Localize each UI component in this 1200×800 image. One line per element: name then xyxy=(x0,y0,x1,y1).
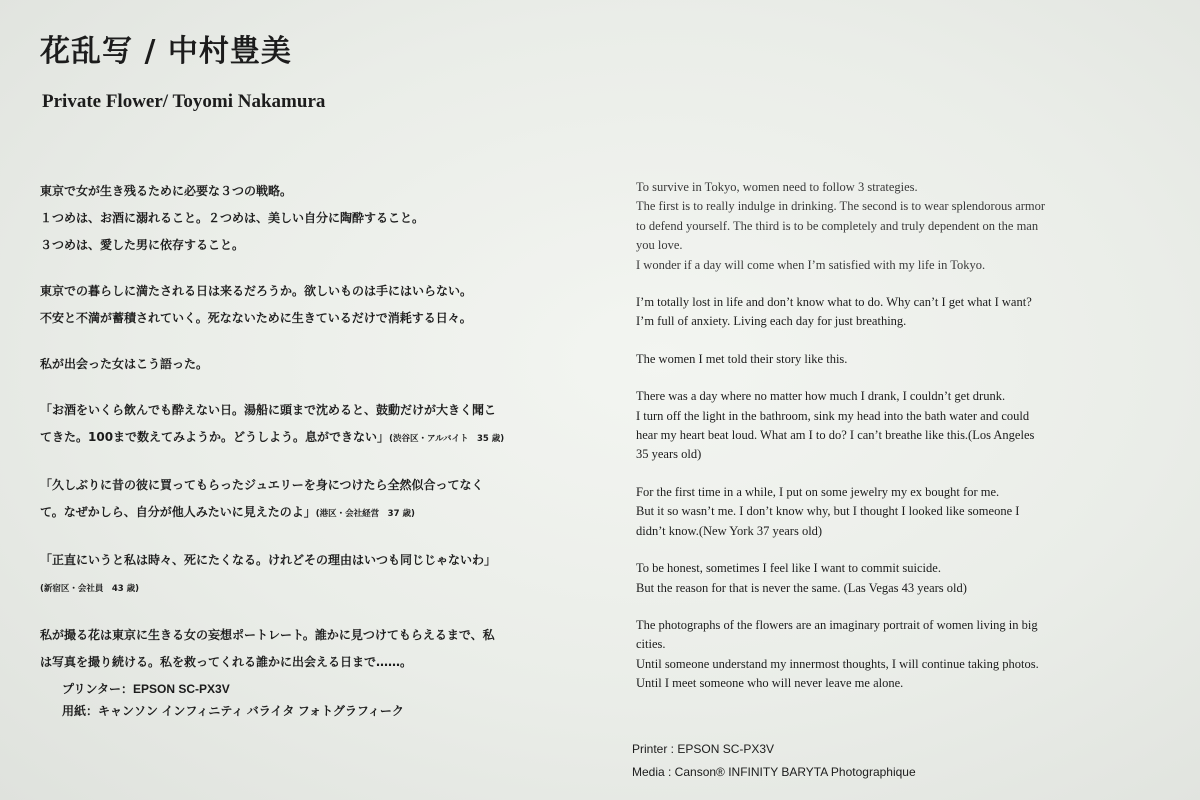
en-line: Until I meet someone who will never leave me alone. xyxy=(636,676,904,691)
en-line: to defend yourself. The third is to be completely and truly dependent on the man xyxy=(636,218,1039,233)
print-specs-english xyxy=(632,738,916,784)
ja-line-text: は写真を撮り続ける。私を救ってくれる誰かに出会える日まで……。 xyxy=(40,655,413,669)
en-paragraph xyxy=(636,178,1176,275)
en-line: But it so wasn’t me. I don’t know why, but I thought I looked like someone I xyxy=(636,504,1020,519)
ja-line-text: 「正直にいうと私は時々、死にたくなる。けれどその理由はいつも同じじゃないわ」 xyxy=(40,553,497,567)
en-paragraph xyxy=(636,483,1176,541)
en-paragraph xyxy=(636,293,1176,332)
en-line: cities. xyxy=(636,637,666,652)
en-paragraph xyxy=(636,350,1176,369)
ja-line xyxy=(40,547,600,574)
ja-line-text: 私が出会った女はこう語った。 xyxy=(40,357,209,371)
ja-line xyxy=(40,278,600,305)
en-line: To survive in Tokyo, women need to follow 3 strategies. xyxy=(636,180,918,194)
ja-line xyxy=(40,574,600,603)
ja-line-text: １つめは、お酒に溺れること。２つめは、美しい自分に陶酔すること。 xyxy=(40,211,425,225)
japanese-statement xyxy=(40,178,600,695)
printer-spec-en: Printer : EPSON SC-PX3V xyxy=(632,742,775,756)
ja-line xyxy=(40,178,600,205)
en-line: But the reason for that is never the same. (Las Vegas 43 years old) xyxy=(636,580,967,595)
en-line: The women I met told their story like this. xyxy=(636,351,848,366)
ja-line-text: 不安と不満が蓄積されていく。死なないために生きているだけで消耗する日々。 xyxy=(40,311,472,325)
ja-line xyxy=(40,424,600,453)
en-line: you love. xyxy=(636,238,683,253)
en-line: I’m full of anxiety. Living each day for just breathing. xyxy=(636,314,907,329)
en-line: There was a day where no matter how much I drank, I couldn’t get drunk. xyxy=(636,389,1006,404)
ja-line-text: 東京での暮らしに満たされる日は来るだろうか。欲しいものは手にはいらない。 xyxy=(40,284,473,298)
english-statement xyxy=(636,178,1176,712)
ja-line-text: 私が撮る花は東京に生きる女の妄想ポートレート。誰かに見つけてもらえるまで、私 xyxy=(40,628,495,642)
ja-paragraph xyxy=(40,397,600,453)
title-english: Private Flower/ Toyomi Nakamura xyxy=(42,91,326,112)
en-line: I turn off the light in the bathroom, sink my head into the bath water and could xyxy=(636,408,1030,423)
ja-line-text: ３つめは、愛した男に依存すること。 xyxy=(40,238,245,252)
ja-paragraph xyxy=(40,622,600,676)
ja-line xyxy=(40,305,600,332)
en-paragraph xyxy=(636,616,1176,694)
speaker-attribution: (新宿区・会社員 43 歳) xyxy=(40,584,140,594)
en-paragraph xyxy=(636,387,1176,465)
en-paragraph xyxy=(636,559,1176,598)
ja-line-text: てきた。100まで数えてみようか。どうしよう。息ができない」 xyxy=(40,430,390,444)
ja-line-text: 「久しぶりに昔の彼に買ってもらったジュエリーを身につけたら全然似合ってなく xyxy=(40,478,484,492)
ja-paragraph xyxy=(40,351,600,378)
ja-line xyxy=(40,649,600,676)
en-line: didn’t know.(New York 37 years old) xyxy=(636,523,823,538)
media-spec-ja: 用紙：キャンソン インフィニティ バライタ フォトグラフィーク xyxy=(62,704,404,718)
ja-line-text: 東京で女が生き残るために必要な３つの戦略。 xyxy=(40,184,293,198)
ja-line xyxy=(40,232,600,259)
media-spec-en: Media : Canson® INFINITY BARYTA Photographique xyxy=(632,765,916,779)
ja-paragraph xyxy=(40,178,600,259)
ja-line xyxy=(40,397,600,424)
en-line: Until someone understand my innermost thoughts, I will continue taking photos. xyxy=(636,656,1039,671)
print-specs-japanese xyxy=(62,678,404,722)
en-line: The first is to really indulge in drinking. The second is to wear splendorous armor xyxy=(636,199,1046,214)
ja-line xyxy=(40,499,600,528)
en-line: To be honest, sometimes I feel like I want to commit suicide. xyxy=(636,561,941,576)
ja-paragraph xyxy=(40,547,600,603)
en-line: hear my heart beat loud. What am I to do? I can’t breathe like this.(Los Angeles xyxy=(636,428,1035,443)
ja-line xyxy=(40,205,600,232)
ja-paragraph xyxy=(40,472,600,528)
speaker-attribution: (渋谷区・アルバイト 35 歳) xyxy=(389,434,505,444)
speaker-attribution: (港区・会社経営 37 歳) xyxy=(315,509,415,519)
ja-paragraph xyxy=(40,278,600,332)
ja-line xyxy=(40,622,600,649)
en-line: The photographs of the flowers are an imaginary portrait of women living in big xyxy=(636,617,1038,632)
en-line: I’m totally lost in life and don’t know what to do. Why can’t I get what I want? xyxy=(636,295,1032,310)
printer-spec-ja: プリンター：EPSON SC-PX3V xyxy=(62,682,230,696)
en-line: I wonder if a day will come when I’m satisfied with my life in Tokyo. xyxy=(636,257,986,272)
en-line: For the first time in a while, I put on some jewelry my ex bought for me. xyxy=(636,484,1000,499)
ja-line xyxy=(40,472,600,499)
ja-line-text: て。なぜかしら、自分が他人みたいに見えたのよ」 xyxy=(40,505,316,519)
title-japanese: 花乱写 / 中村豊美 xyxy=(40,34,292,69)
ja-line-text: 「お酒をいくら飲んでも酔えない日。湯船に頭まで沈めると、鼓動だけが大きく聞こ xyxy=(40,403,497,417)
en-line: 35 years old) xyxy=(636,447,702,462)
ja-line xyxy=(40,351,600,378)
